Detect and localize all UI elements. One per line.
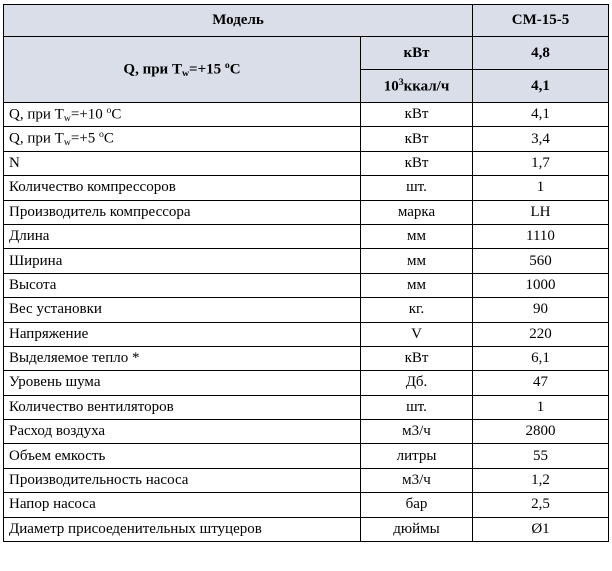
model-value: СМ-15-5 [473,5,609,37]
value-kcal: 4,1 [473,70,609,103]
table-row [4,151,609,175]
param-value: 1 [473,395,609,419]
table-row [4,127,609,151]
param-unit: шт. [361,176,473,200]
param-name: Q, при $T_w=+10$ $^o$C [4,103,361,127]
param-value: 1110 [473,224,609,248]
param-value: 1,2 [473,468,609,492]
spec-table [3,4,609,542]
param-value: 47 [473,371,609,395]
model-label: Модель [4,5,473,37]
param-value: 220 [473,322,609,346]
param-value: 1000 [473,273,609,297]
header-row-q-kw [4,37,609,70]
param-name: N [4,151,361,175]
param-unit: м3/ч [361,420,473,444]
table-row [4,517,609,541]
param-value: 55 [473,444,609,468]
table-row [4,420,609,444]
param-unit: кВт [361,346,473,370]
param-unit: мм [361,224,473,248]
param-unit: дюймы [361,517,473,541]
table-row [4,444,609,468]
q-title: Q, при $T_w=+15$ $^o$C [4,37,361,103]
param-unit: кВт [361,127,473,151]
param-unit: бар [361,493,473,517]
table-row [4,371,609,395]
table-row [4,103,609,127]
param-value: 2800 [473,420,609,444]
param-name: Выделяемое тепло * [4,346,361,370]
param-unit: литры [361,444,473,468]
table-row [4,224,609,248]
param-name: Уровень шума [4,371,361,395]
param-name: Высота [4,273,361,297]
table-row [4,249,609,273]
param-name: Расход воздуха [4,420,361,444]
param-name: Длина [4,224,361,248]
param-unit: м3/ч [361,468,473,492]
table-row [4,468,609,492]
param-value: 4,1 [473,103,609,127]
param-unit: марка [361,200,473,224]
param-value: 3,4 [473,127,609,151]
param-name: Диаметр присоеденительных штуцеров [4,517,361,541]
value-kw: 4,8 [473,37,609,70]
param-name: Напор насоса [4,493,361,517]
param-value: 2,5 [473,493,609,517]
param-unit: кг. [361,298,473,322]
table-row [4,176,609,200]
param-value: 1,7 [473,151,609,175]
table-row [4,346,609,370]
table-row [4,298,609,322]
param-name: Количество вентиляторов [4,395,361,419]
param-unit: кВт [361,151,473,175]
param-unit: мм [361,273,473,297]
table-row [4,200,609,224]
table-row [4,493,609,517]
param-value: Ø1 [473,517,609,541]
param-name: Ширина [4,249,361,273]
param-name: Количество компрессоров [4,176,361,200]
param-name: Объем емкость [4,444,361,468]
table-row [4,322,609,346]
param-value: 560 [473,249,609,273]
unit-kcal: $10^3ккал/ч$ [361,70,473,103]
param-value: 1 [473,176,609,200]
table-row [4,273,609,297]
table-row [4,395,609,419]
param-value: 6,1 [473,346,609,370]
param-name: Напряжение [4,322,361,346]
param-name: Вес установки [4,298,361,322]
param-unit: мм [361,249,473,273]
param-unit: шт. [361,395,473,419]
param-value: LH [473,200,609,224]
param-value: 90 [473,298,609,322]
header-row-model [4,5,609,37]
unit-kw: кВт [361,37,473,70]
param-name: Производитель компрессора [4,200,361,224]
param-name: Производительность насоса [4,468,361,492]
param-unit: V [361,322,473,346]
param-name: Q, при $T_w=+5$ $^o$C [4,127,361,151]
param-unit: Дб. [361,371,473,395]
param-unit: кВт [361,103,473,127]
